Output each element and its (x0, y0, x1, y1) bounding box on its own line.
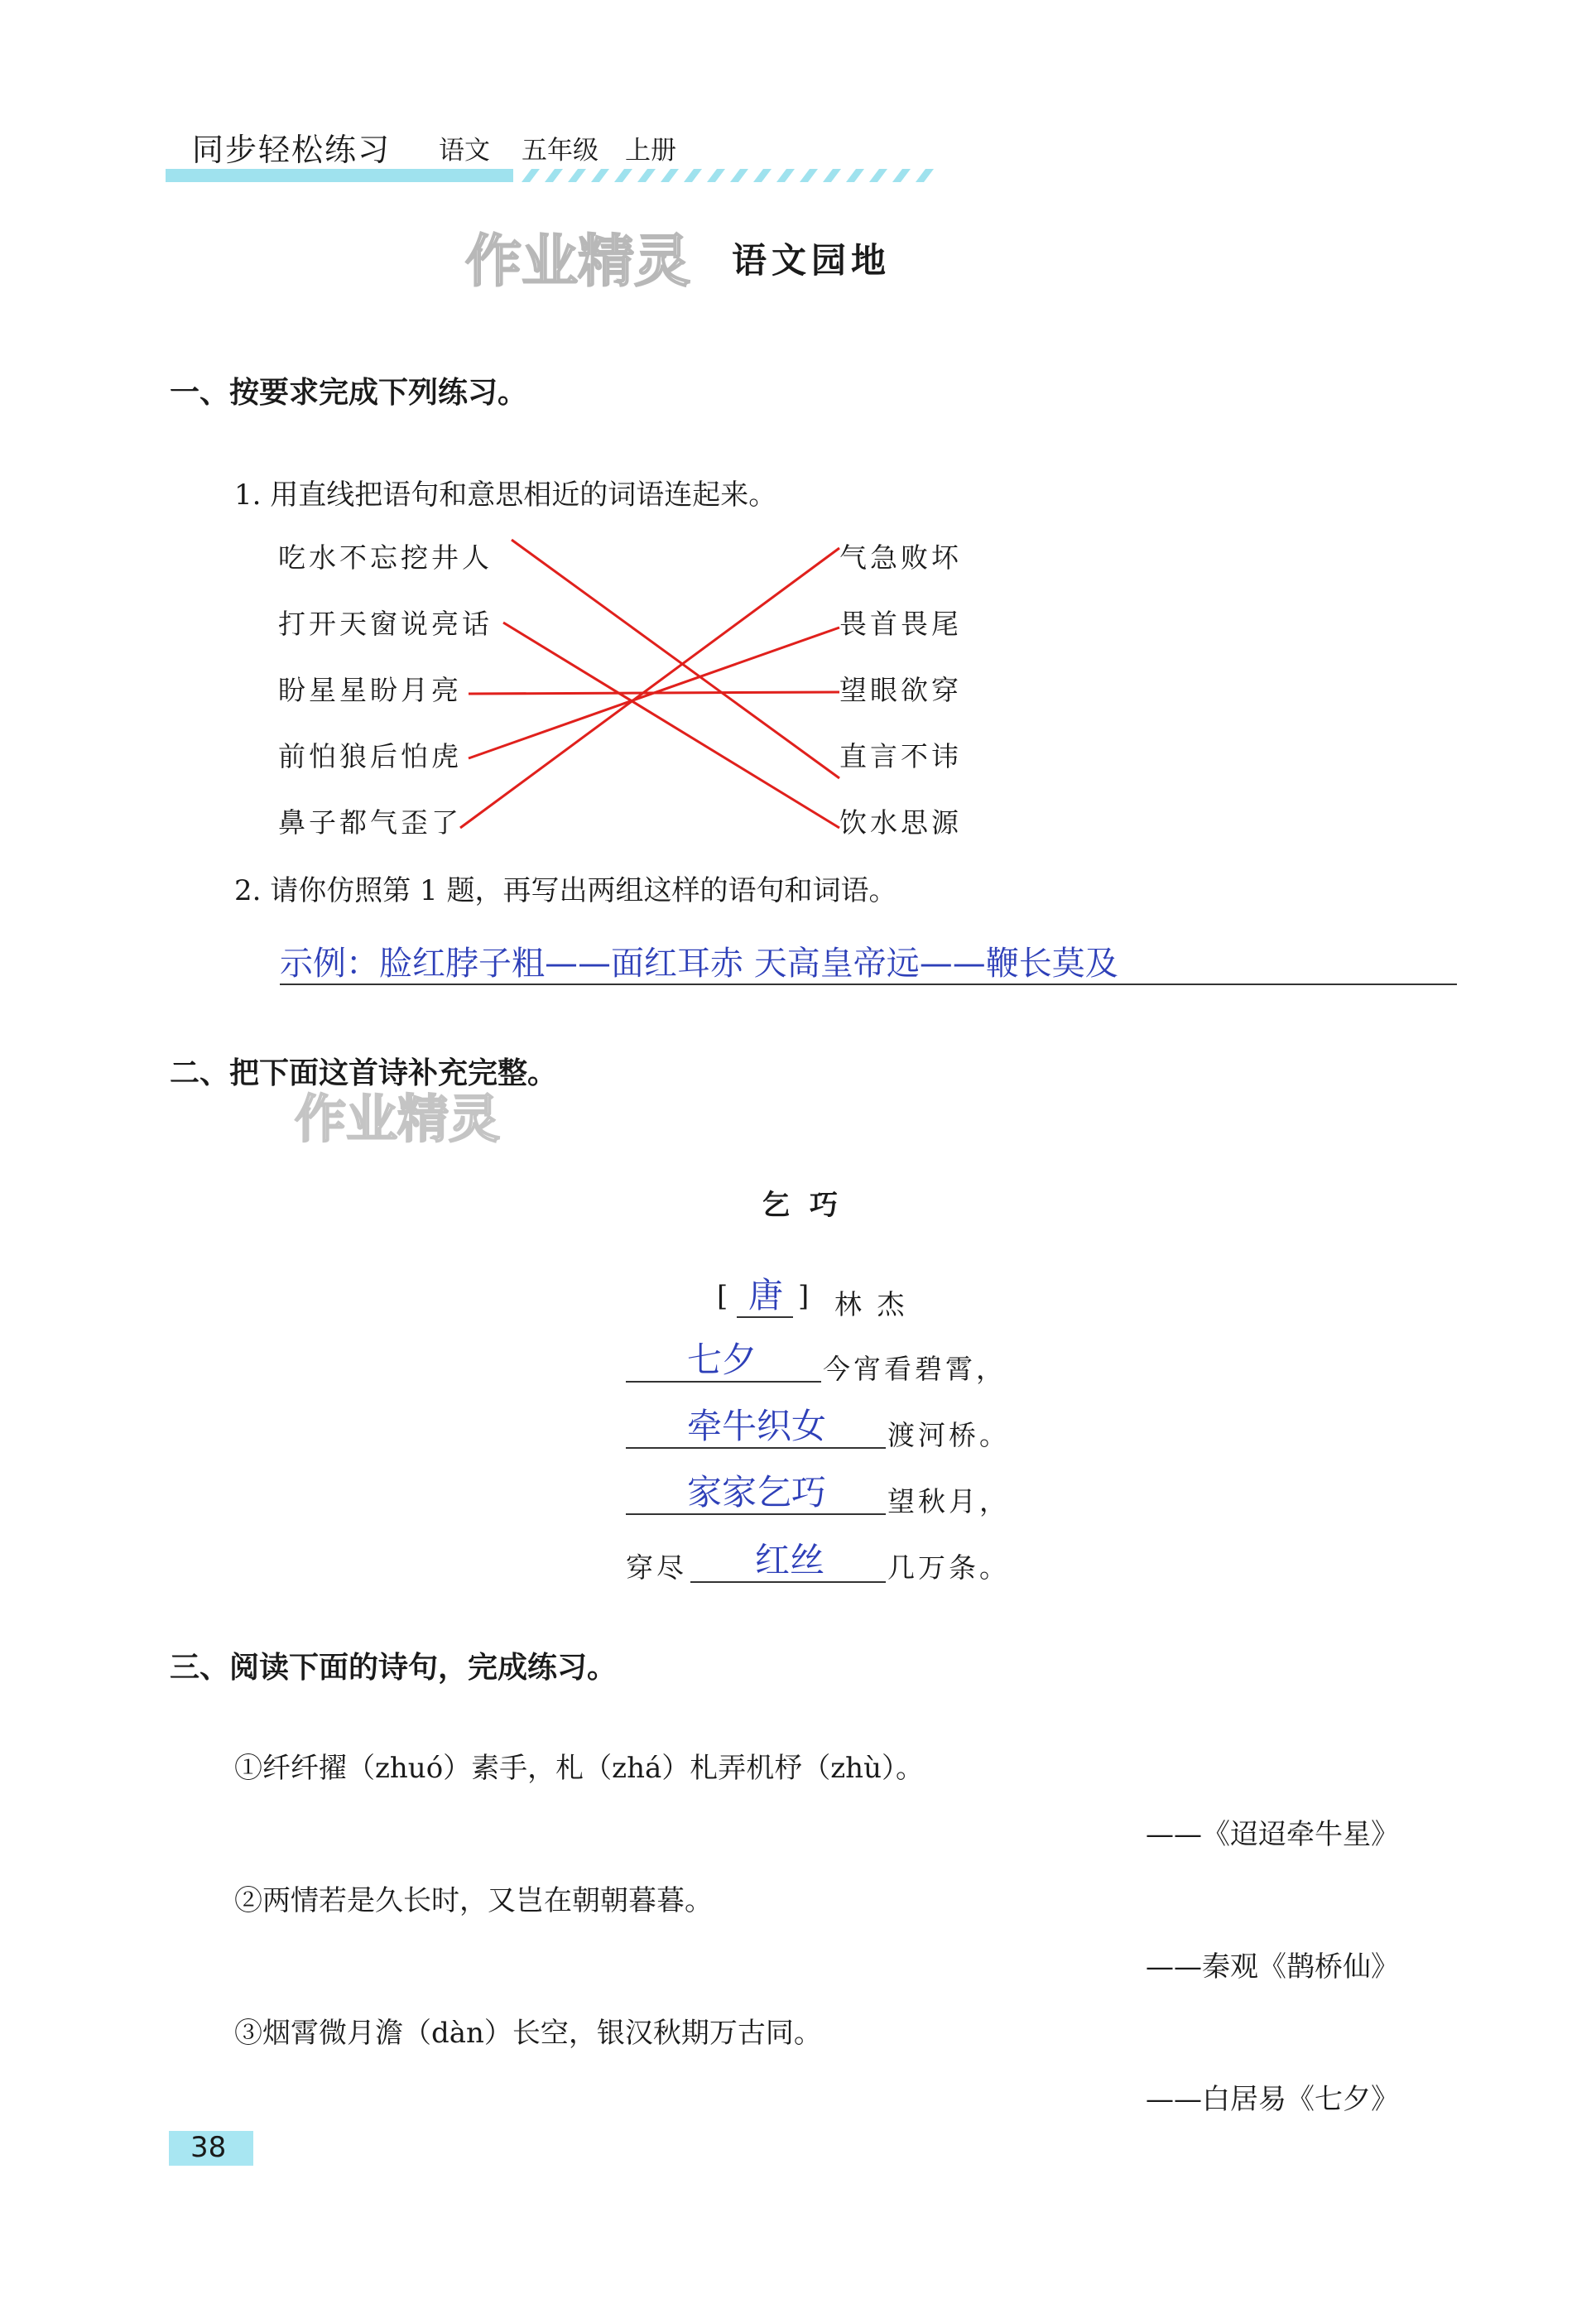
poem-quote: ①纤纤擢（zhuó）素手，札（zhá）札弄机杼（zhù）。 (234, 1752, 924, 1785)
poem-answer: 牵牛织女 (687, 1406, 827, 1446)
poem-quote: ②两情若是久长时，又岂在朝朝暮暮。 (234, 1884, 713, 1917)
question-1-1-prompt: 1. 用直线把语句和意思相近的词语连起来。 (234, 479, 777, 512)
question-1-heading: 一、按要求完成下列练习。 (170, 376, 528, 410)
dynasty-bracket-open: [ (717, 1280, 732, 1313)
poem-line-suffix: 望秋月， (887, 1485, 1010, 1517)
header-title: 同步轻松练习 (192, 132, 392, 168)
match-line (460, 548, 839, 828)
quote-source: ——白居易《七夕》 (1146, 2083, 1399, 2116)
watermark: 作业精灵 (465, 229, 691, 295)
poem-answer: 红丝 (755, 1540, 825, 1580)
match-left-item: 吃水不忘挖井人 (278, 541, 493, 574)
match-right-item: 畏首畏尾 (839, 608, 962, 640)
answer-underline (690, 1581, 886, 1583)
answer-underline (626, 1513, 886, 1515)
match-left-item: 打开天窗说亮话 (278, 608, 493, 640)
header-subject: 语文 (439, 136, 490, 166)
match-left-item: 前怕狼后怕虎 (278, 740, 462, 772)
poem-author: 林 杰 (834, 1288, 908, 1320)
header-volume: 上册 (625, 136, 676, 166)
page-number: 38 (190, 2131, 227, 2164)
quote-source: ——《迢迢牵牛星》 (1146, 1818, 1399, 1851)
match-right-item: 直言不讳 (839, 740, 962, 772)
poem-line-prefix: 穿尽 (626, 1551, 687, 1584)
match-right-item: 气急败坏 (839, 541, 962, 574)
question-3-heading: 三、阅读下面的诗句，完成练习。 (170, 1651, 618, 1685)
answer-underline (280, 984, 1457, 985)
poem-answer: 家家乞巧 (687, 1472, 827, 1513)
answer-underline (626, 1381, 821, 1383)
watermark: 作业精灵 (295, 1089, 501, 1149)
poem-quote: ③烟霄微月澹（dàn）长空，银汉秋期万古同。 (234, 2017, 822, 2050)
dynasty-answer: 唐 (748, 1275, 784, 1315)
match-right-item: 饮水思源 (839, 806, 962, 839)
answer-underline (626, 1447, 886, 1449)
matching-lines (0, 0, 1596, 911)
poem-answer: 七夕 (687, 1339, 757, 1380)
poem-line-suffix: 渡河桥。 (887, 1419, 1010, 1451)
match-left-item: 盼星星盼月亮 (278, 674, 462, 706)
question-1-2-prompt: 2. 请你仿照第 1 题，再写出两组这样的语句和词语。 (234, 874, 897, 907)
match-right-item: 望眼欲穿 (839, 674, 962, 706)
section-title: 语文园地 (732, 240, 892, 281)
quote-source: ——秦观《鹊桥仙》 (1146, 1950, 1399, 1984)
answer-underline (737, 1316, 793, 1318)
poem-line-suffix: 几万条。 (887, 1551, 1010, 1584)
dynasty-bracket-close: ] (798, 1280, 813, 1313)
match-left-item: 鼻子都气歪了 (278, 806, 462, 839)
poem-title: 乞巧 (762, 1189, 858, 1222)
handwritten-answer: 示例：脸红脖子粗——面红耳赤 天高皇帝远——鞭长莫及 (280, 945, 1118, 983)
question-2-heading: 二、把下面这首诗补充完整。 (170, 1056, 558, 1090)
poem-line-suffix: 今宵看碧霄， (823, 1353, 1007, 1385)
match-line (503, 623, 839, 828)
header-grade: 五年级 (522, 136, 598, 166)
